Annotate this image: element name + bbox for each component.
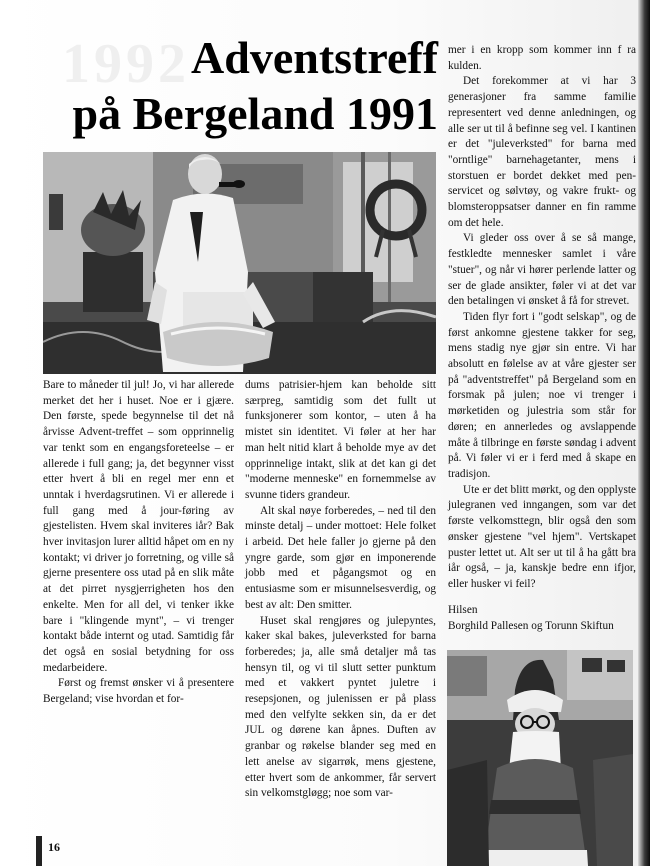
photo-santa-image <box>447 650 633 866</box>
photo-host-at-punch-bowl <box>43 152 436 374</box>
signature-greeting: Hilsen <box>448 604 478 616</box>
signature <box>448 602 614 634</box>
title-line-1: Adventstreff <box>191 32 438 83</box>
signature-names: Borghild Pallesen og Torunn Skiftun <box>448 620 614 632</box>
page-number: 16 <box>48 840 60 854</box>
article-paragraph: Bare to måneder til jul! Jo, vi har allerede merket det her i huset. Noe er i gjære. Den første, spede begynnelse til det nå årvisse Advent-treffet – som opprinnelig var tenkt som en engangsforeteelse – er allerede i full gang; ja, det begynner visst etter hvert å bli en regel mer enn et unntak i hverdagsrutinen. Vi er allerede i full gang med å jour-føring av gjestelisten. Hvem skal inviteres iår? Bak hver invitasjon lurer alltid håpet om en ny kontakt; vi driver jo forretning, og ville så gjerne presentere oss utad på en slik måte at det pirret nysgjerrigheten hos den enkelte. Men for all del, vi tenker ikke bare i "klingende mynt", – vi trenger kontakt både internt og utad. Samtidig får det også en sosial betydning for oss medarbeidere. <box>43 379 234 674</box>
article-paragraph: Alt skal nøye forberedes, – ned til den minste detalj – under mottoet: Hele folket i arbeid. Det hele faller jo gjerne på den yngre garde, som gjør en imponerende jobb med et pågangsmot og en entusiasme som er misunnelsesverdig, og best av alt: Den smitter. <box>245 504 436 611</box>
book-spine-shadow <box>638 0 650 866</box>
article-column-3 <box>448 43 636 593</box>
article-paragraph: Tiden flyr fort i "godt selskap", og de først ankomne gjestene takker for seg, mens stadig nye gjør sin entre. Vi har absolutt en følelse av at våre gjester ser på "adventstreffet" på Bergeland som en forsmak på julen; noe vi trenger i mørketiden og julestria som står for døren; en annerledes og avslappende måte å tilbringe en første søndag i advent på. Vi føler vi er i ferd med å skape en tradisjon. <box>448 310 636 480</box>
article-paragraph: Først og fremst ønsker vi å presentere Bergeland; vise hvordan et for- <box>43 677 234 706</box>
title-line-2: på Bergeland 1991 <box>72 88 438 139</box>
article-column-1 <box>43 378 234 708</box>
article-title <box>48 30 438 142</box>
article-paragraph: Ute er det blitt mørkt, og den opplyste julegranen ved inngangen, som var det første velkomsttegn, blir også den som ønsker gjestene "vel hjem". Vertskapet puster lettet ut. Alt ser ut til å ha gått bra iår også, – ja, kanskje bedre enn ifjor, eller husker vi feil? <box>448 483 636 590</box>
article-column-2 <box>245 378 436 802</box>
article-paragraph: Vi gleder oss over å se så mange, festkledte mennesker samlet i våre "stuer", og når vi hører perlende latter og ser de glade ansikter, føler vi at det var den betalingen vi ønsket å få for strevet. <box>448 232 636 308</box>
article-paragraph: Huset skal rengjøres og julepyntes, kaker skal bakes, juleverksted for barna forberedes; ja, alle små detaljer må tas hensyn til, og vi til slutt setter punktum med et vakkert pyntet juletre i resepsjonen, og julenissen er på plass med den velfylte sekken sin, da er det JUL og dørene kan åpnes. Duften av granbar og røkelse blander seg med en lett anelse av sigarrøk, mens gjestene, etter hvert som de ankommer, får servert sin velkomstgløgg; noe som var- <box>245 614 436 800</box>
page-edge-marker <box>36 836 42 866</box>
photo-host-image <box>43 152 436 374</box>
photo-santa <box>447 650 633 866</box>
article-paragraph: mer i en kropp som kommer inn f ra kulden. <box>448 44 636 72</box>
show-through-text: 1992 <box>62 33 190 95</box>
article-paragraph: dums patrisier-hjem kan beholde sitt særpreg, samtidig som det fullt ut funksjonerer som kontor, – uten å ha mistet sin identitet. Vi føler at her har man helt nitid klart å beholde mye av det opprinnelige intakt, slik at det kan gi det "moderne menneske" en fornemmelse av svunne tiders grandeur. <box>245 379 436 501</box>
article-paragraph: Det forekommer at vi har 3 generasjoner fra samme familie representert ved denne anledningen, og alle ser ut til å befinne seg vel. I kantinen er det "juleverksted" for barna med "orntlige" barnehagetanter, mens i storstuen er bordet dekket med pen-servicet og sølvtøy, og vakre frukt- og blomsteroppsatser danner en fin ramme om det hele. <box>448 75 636 229</box>
